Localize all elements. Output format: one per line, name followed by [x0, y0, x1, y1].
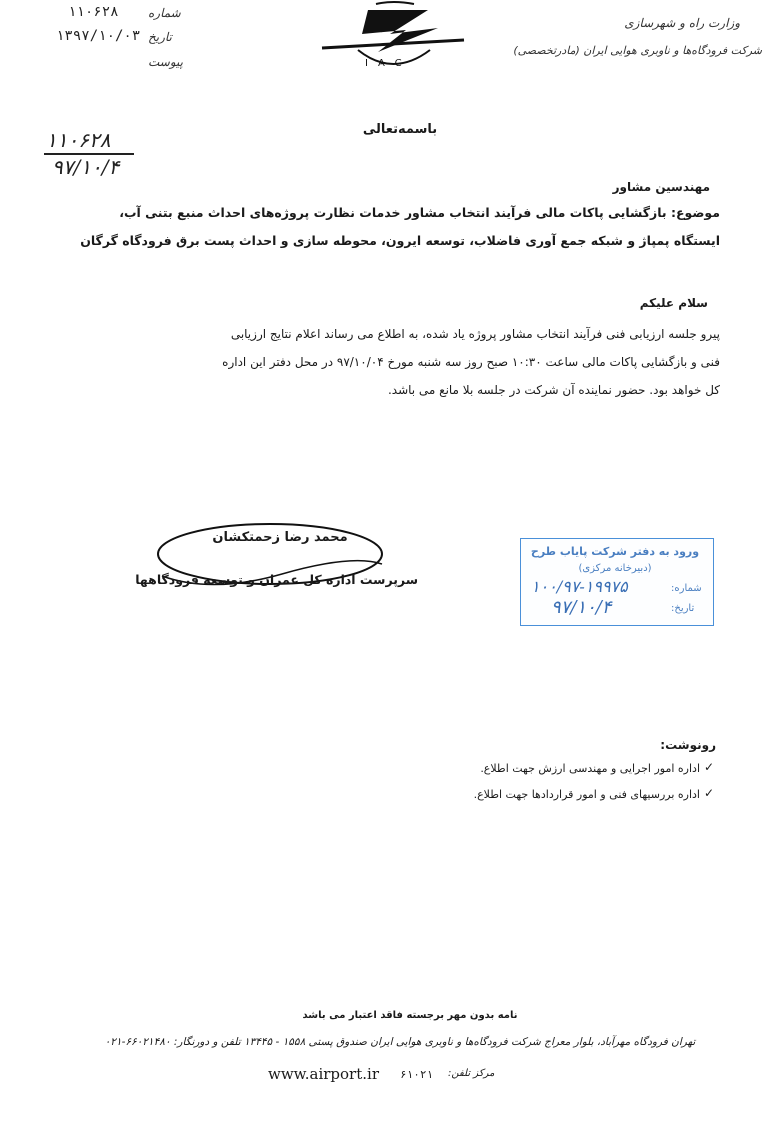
cc-item: اداره امور اجرایی و مهندسی ارزش جهت اطلاع. — [480, 762, 700, 775]
company-name: شرکت فرودگاه‌ها و ناوبری هوایی ایران (مادرتخصصی) — [513, 44, 762, 57]
check-icon: ✓ — [704, 760, 715, 774]
header-number-label: شماره — [148, 6, 181, 20]
handwritten-date: ۹۷/۱۰/۴ — [52, 155, 120, 179]
footer-validity-note: نامه بدون مهر برجسته فاقد اعتبار می باشد — [302, 1010, 518, 1021]
stamp-date-value: ۹۷/۱۰/۴ — [551, 597, 612, 618]
ministry-name: وزارت راه و شهرسازی — [624, 16, 740, 30]
greeting: سلام علیکم — [639, 296, 708, 310]
subject-line-2: ایستگاه پمپاژ و شبکه جمع آوری فاضلاب، توسعه ایرون، محوطه سازی و احداث پست برق فرودگاه گرگان — [80, 233, 720, 248]
recipient: مهندسین مشاور — [612, 180, 710, 194]
signatory-name: محمد رضا زحمتکشان — [212, 530, 348, 545]
stamp-subtitle: (دبیرخانه مرکزی) — [578, 563, 652, 574]
stamp-number-value: ۱۰۰/۹۷-۱۹۹۷۵ — [531, 577, 628, 596]
header-attachment-label: پیوست — [148, 55, 183, 69]
cc-item: اداره بررسیهای فنی و امور قراردادها جهت اطلاع. — [473, 788, 700, 801]
stamp-number-label: شماره: — [671, 583, 702, 594]
basmala: باسمه‌تعالی — [362, 122, 438, 137]
receipt-stamp — [520, 538, 714, 626]
footer-website: www.airport.ir — [268, 1065, 379, 1083]
cc-title: رونوشت: — [660, 738, 716, 752]
body-line-1: پیرو جلسه ارزیابی فنی فرآیند انتخاب مشاور پروژه یاد شده، به اطلاع می رساند اعلام نتایج ارزیابی — [230, 327, 720, 341]
signatory-title: سرپرست اداره کل عمران و توسعه فرودگاهها — [135, 572, 418, 587]
body-line-2: فنی و بازگشایی پاکات مالی ساعت ۱۰:۳۰ صبح روز سه شنبه مورخ ۹۷/۱۰/۰۴ در محل دفتر این اداره — [222, 355, 720, 369]
header-date-label: تاریخ — [148, 30, 172, 44]
footer-address: تهران فرودگاه مهرآباد، بلوار معراج شرکت فرودگاه‌ها و ناوبری هوایی ایران صندوق پستی ۱۵۵۸ - ۱۳۴۴۵ تلفن و دورنگار: ۶۶۰۲۱۴۸۰-۰۲۱ — [104, 1036, 696, 1048]
check-icon: ✓ — [704, 786, 715, 800]
subject-line-1: موضوع: بازگشایی پاکات مالی فرآیند انتخاب مشاور خدمات نظارت پروژه‌های احداث منبع بتنی آب، — [119, 205, 720, 220]
stamp-date-label: تاریخ: — [671, 603, 695, 614]
footer-call-center-label: مرکز تلفن: — [448, 1068, 495, 1079]
header-date-value: ۱۳۹۷/۱۰/۰۳ — [56, 28, 141, 44]
stamp-title: ورود به دفتر شرکت پایاب طرح — [530, 545, 700, 558]
handwritten-number: ۱۱۰۶۲۸ — [46, 128, 111, 152]
body-line-3: کل خواهد بود. حضور نماینده آن شرکت در جلسه بلا مانع می باشد. — [387, 383, 720, 397]
footer-call-center-value: ۶۱۰۲۱ — [400, 1068, 434, 1081]
logo-text: IAC — [365, 58, 412, 69]
header-number-value: ۱۱۰۶۲۸ — [68, 4, 119, 20]
